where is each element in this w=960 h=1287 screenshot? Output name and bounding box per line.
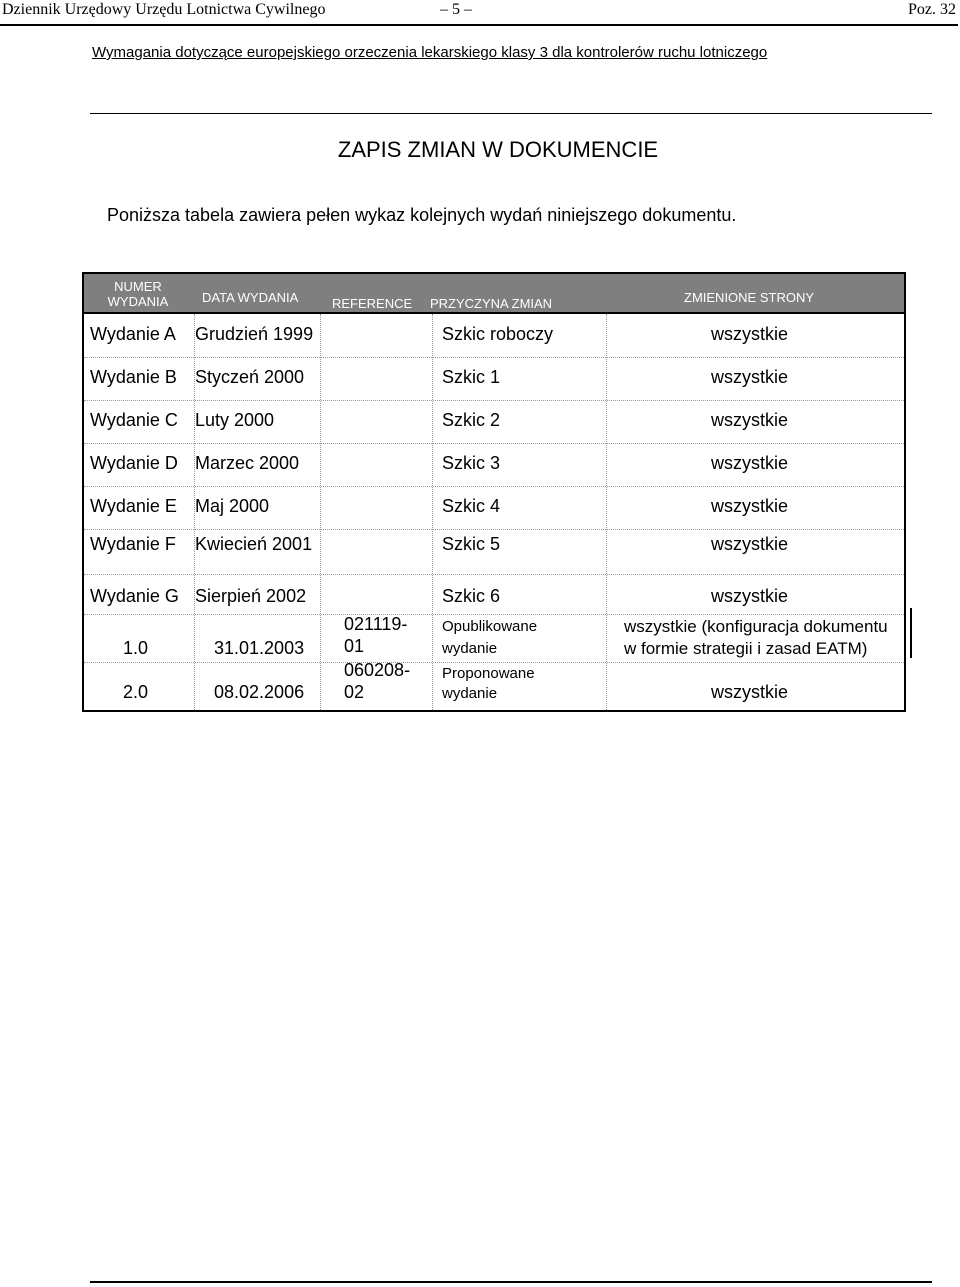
cell-data: Marzec 2000 bbox=[195, 453, 300, 473]
revision-table bbox=[82, 272, 906, 712]
cell-przyczyna: Szkic 2 bbox=[442, 410, 501, 430]
footer-divider bbox=[90, 1281, 932, 1283]
header-reference: REFERENCE bbox=[332, 296, 413, 311]
cell-data: 31.01.2003 bbox=[214, 638, 305, 658]
row-divider bbox=[84, 486, 904, 487]
cell-strony bbox=[624, 616, 888, 660]
row-divider bbox=[84, 400, 904, 401]
cell-numer: Wydanie A bbox=[90, 324, 176, 344]
cell-numer: Wydanie C bbox=[90, 410, 178, 430]
header-numer-line2: WYDANIA bbox=[107, 294, 169, 309]
header-data: DATA WYDANIA bbox=[202, 290, 299, 305]
cell-przyczyna-line2: wydanie bbox=[442, 640, 498, 657]
column-divider bbox=[432, 314, 433, 710]
cell-przyczyna-line1: Opublikowane bbox=[442, 618, 538, 635]
cell-przyczyna: Szkic 3 bbox=[442, 453, 501, 473]
cell-data: 08.02.2006 bbox=[214, 682, 305, 702]
column-divider bbox=[606, 314, 607, 710]
cell-data: Kwiecień 2001 bbox=[195, 534, 313, 554]
header-divider bbox=[0, 24, 958, 26]
cell-reference-line1: 060208- bbox=[344, 660, 411, 680]
cell-reference-line1: 021119- bbox=[344, 614, 408, 634]
cell-border bbox=[910, 608, 912, 658]
cell-numer: Wydanie D bbox=[90, 453, 178, 473]
cell-data: Sierpień 2002 bbox=[195, 586, 307, 606]
cell-przyczyna bbox=[442, 664, 535, 704]
row-divider bbox=[84, 614, 904, 615]
cell-strony: wszystkie bbox=[711, 682, 789, 702]
cell-data: Maj 2000 bbox=[195, 496, 270, 516]
subtitle-divider bbox=[90, 113, 932, 114]
cell-strony: wszystkie bbox=[711, 324, 789, 344]
row-divider bbox=[84, 662, 904, 663]
cell-numer: Wydanie F bbox=[90, 534, 176, 554]
cell-strony: wszystkie bbox=[711, 534, 789, 554]
header-numer-line1: NUMER bbox=[114, 279, 162, 294]
cell-numer: Wydanie E bbox=[90, 496, 177, 516]
row-divider bbox=[84, 443, 904, 444]
cell-reference bbox=[344, 659, 410, 703]
journal-name: Dziennik Urzędowy Urzędu Lotnictwa Cywilnego bbox=[2, 1, 326, 18]
cell-przyczyna: Szkic 6 bbox=[442, 586, 501, 606]
cell-strony: wszystkie bbox=[711, 496, 789, 516]
cell-przyczyna: Szkic 5 bbox=[442, 534, 501, 554]
cell-przyczyna-line2: wydanie bbox=[442, 685, 498, 702]
table-header bbox=[84, 274, 904, 314]
row-divider bbox=[84, 357, 904, 358]
cell-strony: wszystkie bbox=[711, 367, 789, 387]
cell-numer: Wydanie B bbox=[90, 367, 177, 387]
column-divider bbox=[320, 314, 321, 710]
cell-strony: wszystkie bbox=[711, 410, 789, 430]
row-divider bbox=[84, 574, 904, 575]
cell-strony-line1: wszystkie (konfiguracja dokumentu bbox=[624, 617, 888, 636]
cell-przyczyna bbox=[442, 616, 537, 660]
cell-strony: wszystkie bbox=[711, 586, 789, 606]
cell-reference-line2: 01 bbox=[344, 636, 365, 656]
intro-text: Poniższa tabela zawiera pełen wykaz kolejnych wydań niniejszego dokumentu. bbox=[107, 205, 737, 225]
cell-numer: Wydanie G bbox=[90, 586, 179, 606]
cell-data: Luty 2000 bbox=[195, 410, 275, 430]
page-header bbox=[0, 0, 960, 24]
cell-reference bbox=[344, 613, 407, 657]
document-subtitle: Wymagania dotyczące europejskiego orzeczenia lekarskiego klasy 3 dla kontrolerów ruchu lotniczego bbox=[92, 44, 768, 61]
cell-strony: wszystkie bbox=[711, 453, 789, 473]
cell-numer: 2.0 bbox=[123, 682, 149, 702]
cell-numer: 1.0 bbox=[123, 638, 149, 658]
cell-przyczyna: Szkic 4 bbox=[442, 496, 501, 516]
header-strony: ZMIENIONE STRONY bbox=[684, 290, 815, 305]
cell-przyczyna-line1: Proponowane bbox=[442, 665, 535, 682]
cell-strony-line2: w formie strategii i zasad EATM) bbox=[624, 639, 868, 658]
cell-data: Grudzień 1999 bbox=[195, 324, 314, 344]
page-title: ZAPIS ZMIAN W DOKUMENCIE bbox=[337, 137, 659, 162]
cell-data: Styczeń 2000 bbox=[195, 367, 305, 387]
cell-przyczyna: Szkic roboczy bbox=[442, 324, 554, 344]
page-number: – 5 – bbox=[440, 1, 472, 18]
row-divider bbox=[84, 529, 904, 530]
header-numer bbox=[88, 279, 188, 309]
cell-reference-line2: 02 bbox=[344, 682, 365, 702]
cell-przyczyna: Szkic 1 bbox=[442, 367, 501, 387]
header-przyczyna: PRZYCZYNA ZMIAN bbox=[430, 296, 553, 311]
position-number: Poz. 32 bbox=[908, 1, 956, 18]
